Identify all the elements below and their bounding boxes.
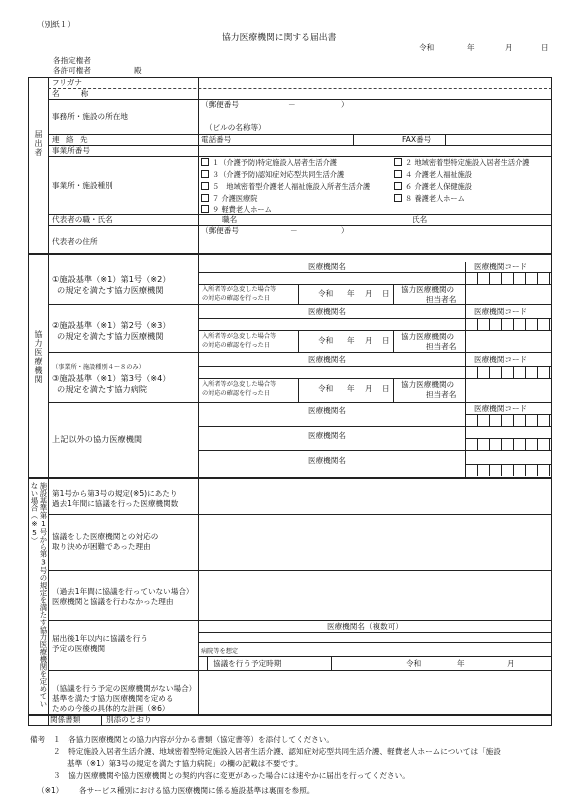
rule1-label: ①施設基準（※1）第1号（※2）: [52, 274, 171, 284]
confirm3-line2: の対応の確認を行った日: [202, 390, 271, 397]
confirm3-day: 日: [382, 384, 390, 393]
contact2-line2: 担当者名: [426, 342, 457, 351]
coop-section-label: 協力医療機関: [34, 330, 43, 384]
furigana-label: フリガナ: [52, 78, 82, 87]
other1-name-label: 医療機関名: [308, 406, 346, 415]
row5a: （協議を行う予定の医療機関がない場合）: [52, 684, 197, 693]
coop1-code-cells[interactable]: [466, 273, 550, 284]
rep-address-label: 代表者の住所: [52, 237, 98, 246]
contact1-line2: 担当者名: [426, 295, 457, 304]
date-era: 令和: [419, 43, 435, 52]
other1-code-cells[interactable]: [466, 415, 550, 426]
job-title-label: 職名: [222, 215, 238, 224]
rule1b-label: の規定を満たす協力医療機関: [57, 285, 164, 295]
row5c: ための今後の具体的な計画（※6）: [52, 704, 170, 713]
confirm1-era: 令和: [318, 289, 334, 298]
rule3-label: ③施設基準（※1）第3号（※4）: [52, 373, 171, 383]
confirm2-month: 月: [365, 336, 373, 345]
confirm3-year: 年: [347, 384, 355, 393]
value-column-line: [198, 77, 199, 714]
rep-title-name-label: 代表者の職・氏名: [52, 215, 113, 224]
postal-close: ）: [341, 100, 349, 109]
facility-type-4[interactable]: ４ 介護老人福祉施設: [394, 170, 472, 179]
contact3-line1: 協力医療機関の: [401, 380, 455, 389]
coop2-code-label: 医療機関コード: [474, 307, 528, 316]
row1b: 過去1年間に協議を行った医療機関数: [52, 499, 179, 508]
fax-label: FAX番号: [402, 135, 432, 144]
contact-label: 連 絡 先: [52, 135, 90, 144]
rule2b-label: の規定を満たす協力医療機関: [57, 331, 164, 341]
coop3-code-cells[interactable]: [466, 367, 550, 378]
note-2a: ２ 特定施設入居者生活介護、地域密着型特定施設入居者生活介護、認知症対応型共同生活介護、軽費老人ホームについては「施設: [53, 747, 501, 756]
checkbox[interactable]: [394, 194, 402, 202]
rule2-label: ②施設基準（※1）第2号（※3）: [52, 320, 171, 330]
confirm2-year: 年: [347, 336, 355, 345]
postal-dash: －: [288, 100, 296, 109]
page-title: 協力医療機関に関する届出書: [222, 33, 337, 43]
rep-postal-label: （郵便番号: [201, 226, 239, 235]
facility-number-label: 事業所番号: [52, 146, 90, 155]
schedule-label: 協議を行う予定時期: [213, 659, 282, 668]
rule3-note: （事業所・施設種別４～８のみ）: [52, 364, 145, 371]
contact3-line2: 担当者名: [426, 390, 457, 399]
date-day: 日: [541, 43, 549, 52]
facility-type-8[interactable]: ８ 養護老人ホーム: [394, 194, 465, 203]
addressee-line1: 各指定権者: [53, 56, 91, 65]
row3b: 医療機関と協議を行わなかった理由: [52, 597, 174, 606]
other-coop-label: 上記以外の協力医療機関: [52, 434, 143, 444]
confirm2-day: 日: [382, 336, 390, 345]
rule3b-label: の規定を満たす協力病院: [57, 384, 148, 394]
office-address-label: 事務所・施設の所在地: [52, 112, 128, 121]
confirm1-day: 日: [382, 289, 390, 298]
attachment-label: （別紙１）: [37, 20, 75, 29]
confirm2-era: 令和: [318, 336, 334, 345]
name-label: 名 称: [52, 89, 91, 98]
related-docs-label: 関係書類: [50, 715, 81, 724]
contact1-line1: 協力医療機関の: [401, 285, 455, 294]
date-month: 月: [505, 43, 513, 52]
confirm1-month: 月: [365, 289, 373, 298]
confirm3-month: 月: [365, 384, 373, 393]
confirm1-line2: の対応の確認を行った日: [202, 295, 271, 302]
coop1-code-label: 医療機関コード: [474, 262, 528, 271]
other2-name-label: 医療機関名: [308, 431, 346, 440]
facility-type-3[interactable]: ３（介護予防)認知症対応型共同生活介護: [201, 170, 344, 179]
facility-type-6[interactable]: ６ 介護老人保健施設: [394, 182, 472, 191]
schedule-year: 年: [457, 659, 465, 668]
honorific: 殿: [134, 66, 142, 75]
multi-name-label: 医療機関名（複数可）: [327, 622, 403, 631]
row1a: 第1号から第3号の規定(※5)にあたり: [52, 489, 178, 498]
postal-code-label: （郵便番号: [201, 100, 239, 109]
other2-code-cells[interactable]: [466, 439, 550, 450]
coop1-name-label: 医療機関名: [308, 262, 346, 271]
notes-label: 備考: [30, 735, 46, 744]
row4a: 届出後1年以内に協議を行う: [52, 634, 148, 643]
note-2b: 基準（※1）第3号の規定を満たす協力病院」の欄の記載は不要です。: [67, 759, 303, 768]
star1-text: 各サービス種別における協力医療機関に係る施設基準は裏面を参照。: [79, 786, 315, 795]
row4b: 予定の医療機関: [52, 644, 106, 653]
row3a: （過去1年間に協議を行っていない場合）: [52, 587, 194, 596]
facility-type-2[interactable]: ２ 地域密着型特定施設入居者生活介護: [394, 158, 529, 167]
checkbox[interactable]: [201, 158, 209, 166]
date-year: 年: [467, 43, 475, 52]
separately-label: 別添のとおり: [106, 715, 152, 724]
person-name-label: 氏名: [412, 215, 428, 224]
row2b: 取り決めが困難であった理由: [52, 542, 151, 551]
facility-type-7[interactable]: ７ 介護医療院: [201, 194, 257, 203]
checkbox[interactable]: [201, 170, 209, 178]
facility-type-label: 事業所・施設種別: [52, 181, 113, 190]
confirm2-line2: の対応の確認を行った日: [202, 342, 271, 349]
row2a: 協議をした医療機関との対応の: [52, 532, 159, 541]
coop2-name-label: 医療機関名: [308, 307, 346, 316]
coop3-code-label: 医療機関コード: [474, 355, 528, 364]
checkbox[interactable]: [201, 182, 209, 190]
other3-code-cells[interactable]: [466, 465, 550, 476]
other3-name-label: 医療機関名: [308, 456, 346, 465]
confirm3-era: 令和: [318, 384, 334, 393]
note-1: １ 各協力医療機関との協力内容が分かる書類（協定書等）を添付してください。: [53, 735, 334, 744]
checkbox[interactable]: [394, 170, 402, 178]
rep-postal-dash: －: [290, 226, 298, 235]
checkbox[interactable]: [201, 194, 209, 202]
phone-label: 電話番号: [201, 135, 232, 144]
checkbox[interactable]: [201, 205, 209, 213]
coop3-name-label: 医療機関名: [308, 355, 346, 364]
coop2-code-cells[interactable]: [466, 319, 550, 330]
star1-label: （※1）: [37, 786, 64, 795]
contact2-line1: 協力医療機関の: [401, 332, 455, 341]
not-meeting-section-label: 施設基準第1号から第3号の規定を満たす協力医療機関を定めていない場合（※5）: [30, 482, 48, 708]
facility-type-5[interactable]: ５ 地域密着型介護老人福祉施設入所者生活介護: [201, 182, 370, 191]
facility-type-1[interactable]: １（介護予防)特定施設入居者生活介護: [201, 158, 337, 167]
confirm2-line1: 入所者等が急変した場合等: [202, 333, 277, 340]
facility-type-9[interactable]: ９ 軽費老人ホーム: [201, 205, 272, 214]
checkbox[interactable]: [394, 158, 402, 166]
confirm1-year: 年: [347, 289, 355, 298]
row5b: 基準を満たす協力医療機関を定める: [52, 694, 174, 703]
checkbox[interactable]: [394, 182, 402, 190]
other1-code-label: 医療機関コード: [474, 404, 528, 413]
notifier-section-label: 届出者: [34, 130, 43, 157]
confirm1-line1: 入所者等が急変した場合等: [202, 286, 277, 293]
schedule-era: 令和: [406, 659, 422, 668]
addressee-line2: 各許可権者: [53, 66, 91, 75]
hospital-assumed-label: 病院等を想定: [201, 648, 239, 655]
note-3: ３ 協力医療機関や協力医療機関との契約内容に変更があった場合には速やかに届出を行ってください。: [53, 771, 410, 780]
rep-postal-close: ）: [341, 226, 349, 235]
schedule-month: 月: [507, 659, 515, 668]
building-label: （ビルの名称等）: [205, 123, 266, 132]
confirm3-line1: 入所者等が急変した場合等: [202, 381, 277, 388]
